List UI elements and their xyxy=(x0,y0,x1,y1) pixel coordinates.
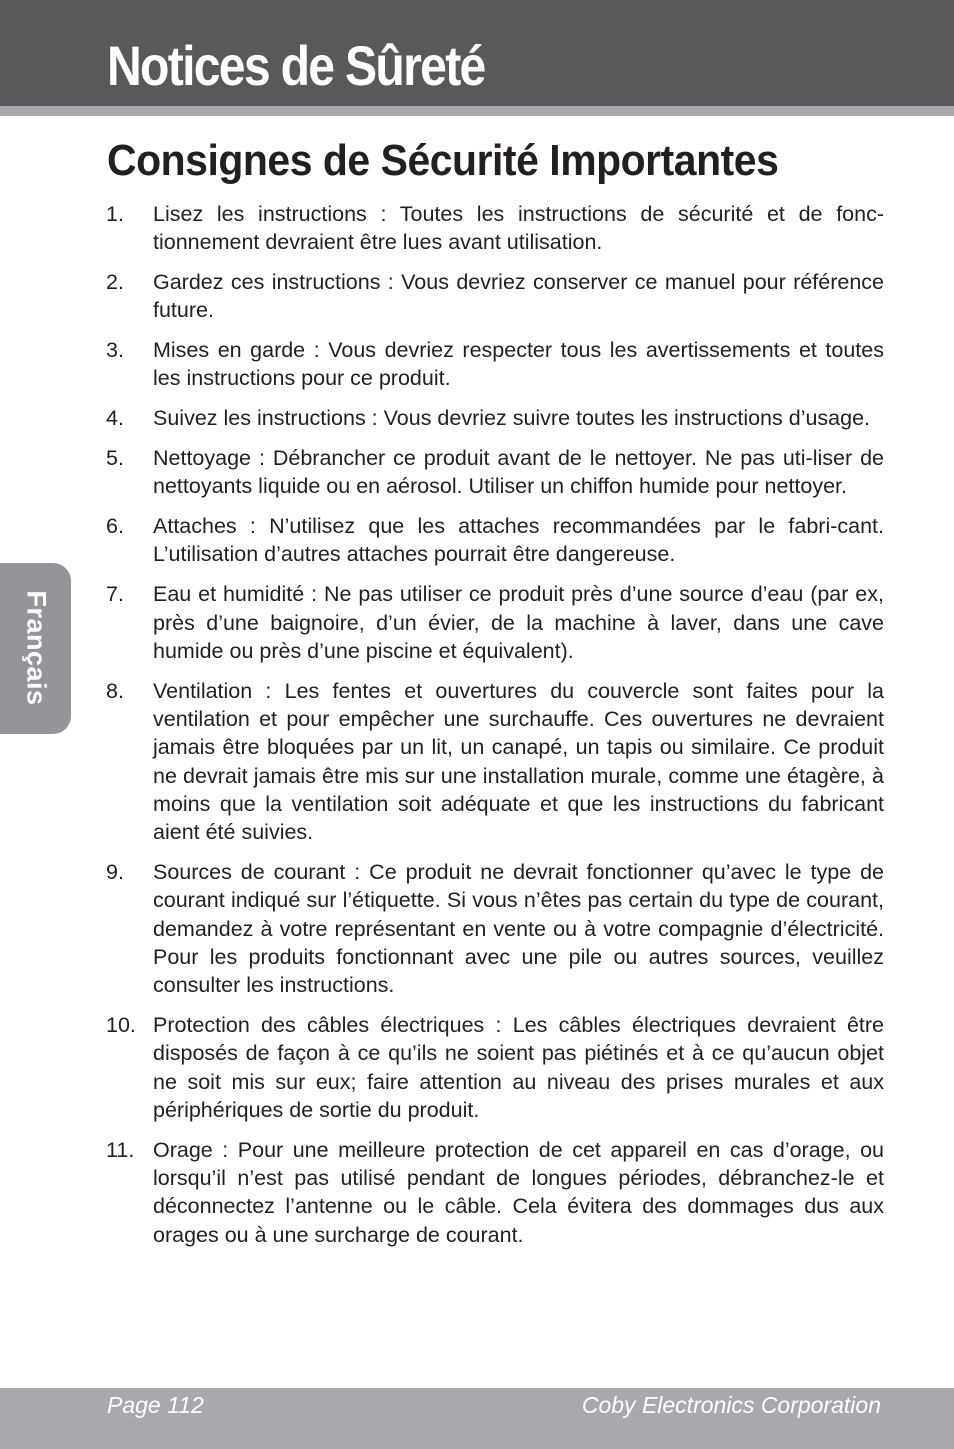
list-item xyxy=(106,404,884,432)
item-text: Attaches : N’utilisez que les attaches recommandées par le fabri-cant. L’utilisation d’autres attaches pourrait être dangereuse. xyxy=(153,514,884,567)
item-number: 3. xyxy=(106,338,124,363)
item-number: 10. xyxy=(106,1012,136,1037)
item-number: 8. xyxy=(106,678,124,703)
list-item xyxy=(106,512,884,569)
item-text: Mises en garde : Vous devriez respecter tous les avertissements et toutes les instructions pour ce produit. xyxy=(153,338,884,391)
list-item xyxy=(106,268,884,325)
item-text: Gardez ces instructions : Vous devriez conserver ce manuel pour référence future. xyxy=(153,270,884,323)
list-item xyxy=(106,858,884,999)
list-item xyxy=(106,580,884,665)
item-text: Protection des câbles électriques : Les câbles électriques devraient être disposés de façon à ce qu’ils ne soient pas piétinés et à ce qu’aucun objet ne soit mis sur eux; faire attention au niveau des prises murales et aux périphériques de sortie du produit. xyxy=(153,1012,884,1122)
item-number: 9. xyxy=(106,859,124,884)
item-text: Orage : Pour une meilleure protection de cet appareil en cas d’orage, ou lorsqu’il n’est pas utilisé pendant de longues périodes, débranchez-le et déconnectez l’antenne ou le câble. Cela évitera des dommages dus aux orages ou à une surcharge de courant. xyxy=(153,1137,884,1247)
item-text: Nettoyage : Débrancher ce produit avant de le nettoyer. Ne pas uti-liser de nettoyants liquide ou en aérosol. Utiliser un chiffon humide pour nettoyer. xyxy=(153,446,884,499)
safety-instructions-list xyxy=(106,200,884,1260)
page-number: Page 112 xyxy=(107,1392,204,1418)
list-item xyxy=(106,1136,884,1249)
section-heading: Consignes de Sécurité Importantes xyxy=(107,136,779,185)
list-item xyxy=(106,444,884,501)
language-tab-label: Français xyxy=(21,590,52,706)
footer-band-lower xyxy=(0,1421,954,1449)
item-number: 2. xyxy=(106,270,124,295)
item-number: 5. xyxy=(106,446,124,471)
item-text: Sources de courant : Ce produit ne devrait fonctionner qu’avec le type de courant indiqué sur l’étiquette. Si vous n’êtes pas certain du type de courant, demandez à votre représentant en vente ou à votre compagnie d’électricité. Pour les produits fonctionnant avec une pile ou autres sources, veuillez consulter les instructions. xyxy=(153,859,884,998)
company-name: Coby Electronics Corporation xyxy=(581,1392,881,1418)
list-item xyxy=(106,1011,884,1124)
item-text: Eau et humidité : Ne pas utiliser ce produit près d’une source d’eau (par ex, près d’une baignoire, d’un évier, de la machine à laver, dans une cave humide ou près d’une piscine et équivalent). xyxy=(153,582,884,663)
item-text: Lisez les instructions : Toutes les instructions de sécurité et de fonc-tionnement devraient être lues avant utilisation. xyxy=(153,202,884,255)
item-text: Suivez les instructions : Vous devriez suivre toutes les instructions d’usage. xyxy=(153,406,871,431)
item-number: 7. xyxy=(106,582,124,607)
item-number: 4. xyxy=(106,406,124,431)
item-number: 11. xyxy=(106,1137,135,1162)
item-text: Ventilation : Les fentes et ouvertures du couvercle sont faites pour la ventilation et pour empêcher une surchauffe. Ces ouvertures ne devraient jamais être bloquées par un lit, un canapé, un tapis ou similaire. Ce produit ne devrait jamais être mis sur une installation murale, comme une étagère, à moins que la ventilation soit adéquate et que les instructions du fabricant aient été suivies. xyxy=(153,678,884,845)
list-item xyxy=(106,200,884,257)
list-item xyxy=(106,677,884,847)
list-item xyxy=(106,336,884,393)
page-title: Notices de Sûreté xyxy=(107,34,485,97)
header-divider xyxy=(0,106,954,116)
item-number: 1. xyxy=(106,202,124,226)
item-number: 6. xyxy=(106,514,124,539)
